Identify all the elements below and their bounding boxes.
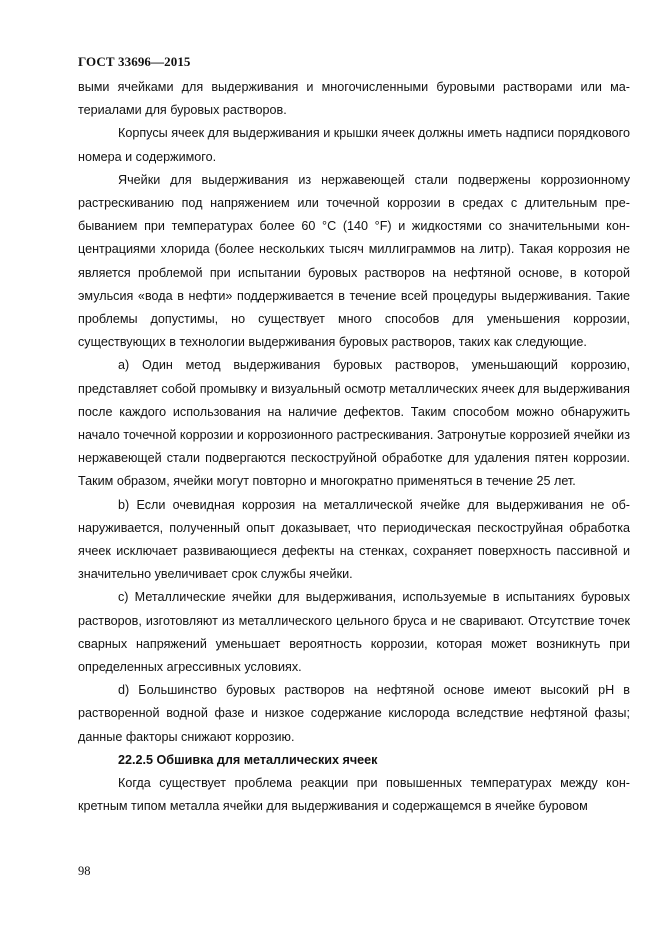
list-item-a: a) Один метод выдерживания буровых растворов, уменьшающий коррозию, представляет собой промывку и визуальный осмотр металлических ячеек для выдерживания после каждого использования на наличие дефектов. Таким способом можно обнаружить начало точечной коррозии и коррозионного растрескивания. Затронутые коррозией ячейки из нержавеющей стали подвергаются пескоструйной обработке для удаления пятен коррозии. Таким образом, ячейки могут повторно и многократно применяться в течение 25 лет. <box>78 358 630 489</box>
paragraph-continuation: выми ячейками для выдерживания и многочисленными буровыми растворами или материалами для буровых растворов. <box>78 80 630 118</box>
list-item-b: b) Если очевидная коррозия на металлической ячейке для выдерживания не обнаруживается, полученный опыт доказывает, что периодическая пескоструйная обработка ячеек исключает развивающиеся дефекты на стенках, сохраняет поверхность пассивной и значительно увеличивает срок службы ячейки. <box>78 497 630 582</box>
paragraph-lining: Когда существует проблема реакции при повышенных температурах между конкретным типом металла ячейки для выдерживания и содержащемся в ячейке буровом <box>78 776 630 814</box>
document-header: ГОСТ 33696—2015 <box>78 54 191 69</box>
paragraph-cell-labels: Корпусы ячеек для выдерживания и крышки ячеек должны иметь надписи порядкового номера и содержимого. <box>78 126 630 164</box>
document-body <box>78 76 630 819</box>
list-item-c: c) Металлические ячейки для выдерживания, используемые в испытаниях буровых растворов, изготовляют из металлического цельного бруса и не сваривают. Отсутствие точек сварных напряжений уменьшает вероятность коррозии, которая может возникнуть при определенных агрессивных условиях. <box>78 590 630 675</box>
section-heading: 22.2.5 Обшивка для металлических ячеек <box>118 752 378 767</box>
list-item-d: d) Большинство буровых растворов на нефтяной основе имеют высокий pH в растворенной водной фазе и низкое содержание кислорода вследствие нефтяной фазы; данные факторы снижают коррозию. <box>78 683 630 744</box>
page-number: 98 <box>78 864 91 878</box>
paragraph-corrosion-intro: Ячейки для выдерживания из нержавеющей стали подвержены коррозионному растрескиванию под напряжением или точечной коррозии в средах с длительным пребыванием при температурах более 60 °C (140 °F) и жидкостями со значительными концентрациями хлорида (более нескольких тысяч миллиграммов на литр). Такая коррозия не является проблемой при испытании буровых растворов на нефтяной основе, в которой эмульсия «вода в нефти» поддерживается в течение всей процедуры выдерживания. Такие проблемы допустимы, но существует много способов для уменьшения коррозии, существующих в технологии выдерживания буровых растворов, таких как следующие. <box>78 172 630 350</box>
